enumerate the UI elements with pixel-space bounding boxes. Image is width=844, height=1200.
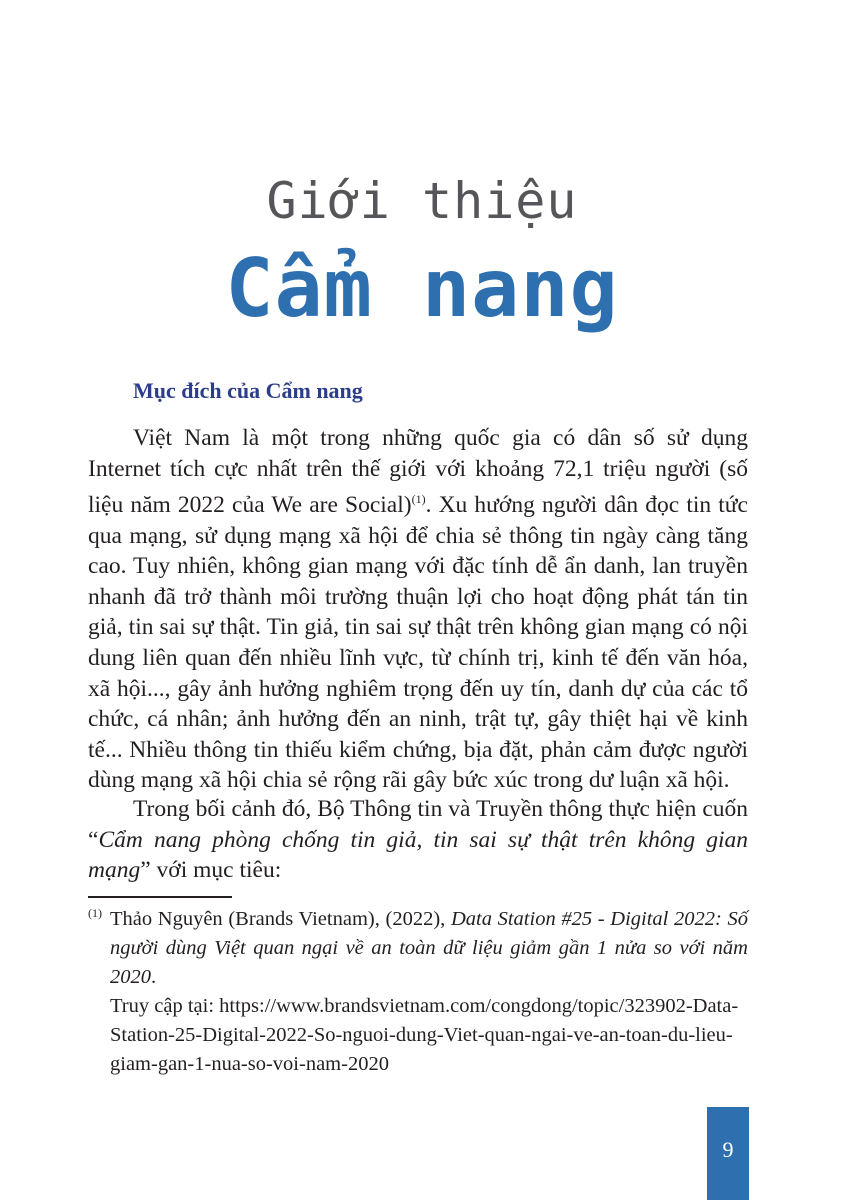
paragraph-context-text: Trong bối cảnh đó, Bộ Thông tin và Truyền thông thực hiện cuốn “ (88, 796, 748, 853)
footnote-mark: (1) (88, 906, 102, 920)
paragraph-intro (88, 423, 748, 796)
footnote-author: Thảo Nguyên (Brands Vietnam), (2022), (110, 908, 451, 930)
section-heading: Mục đích của Cẩm nang (133, 378, 363, 403)
paragraph-intro-text-cont: . Xu hướng người dân đọc tin tức qua mạng, sử dụng mạng xã hội để chia sẻ thông tin ngày càng tăng cao. Tuy nhiên, không gian mạng với đặc tính dễ ẩn danh, lan truyền nhanh đã trở thành môi trường thuận lợi cho hoạt động phát tán tin giả, tin sai sự thật. Tin giả, tin sai sự thật trên không gian mạng có nội dung liên quan đến nhiều lĩnh vực, từ chính trị, kinh tế đến văn hóa, xã hội..., gây ảnh hưởng nghiêm trọng đến uy tín, danh dự của các tổ chức, cá nhân; ảnh hưởng đến an ninh, trật tự, gây thiệt hại về kinh tế... Nhiều thông tin thiếu kiểm chứng, bịa đặt, phản cảm được người dùng mạng xã hội chia sẻ rộng rãi gây bức xúc trong dư luận xã hội. (88, 492, 748, 794)
handbook-title-italic: Cẩm nang phòng chống tin giả, tin sai sự thật trên không gian mạng (88, 826, 748, 884)
footnote-reference: (1) (411, 492, 426, 507)
footnote-divider (88, 896, 232, 898)
footnote-end: . (151, 965, 157, 988)
paragraph-context-text-end: ” với mục tiêu: (140, 857, 282, 884)
page-number: 9 (722, 1137, 734, 1162)
footnote-title: Data Station #25 - Digital 2022: Số người dùng Việt quan ngại về an toàn dữ liệu giảm gần 1 nửa so với năm 2020 (110, 908, 748, 988)
paragraph-context (88, 794, 748, 886)
chapter-title-line1: Giới thiệu (266, 172, 578, 230)
page-number-tab (707, 1107, 749, 1200)
paragraph-intro-text: Việt Nam là một trong những quốc gia có dân số sử dụng Internet tích cực nhất trên thế giới với khoảng 72,1 triệu người (số liệu năm 2022 của We are Social) (88, 425, 748, 519)
footnote-access-url: Truy cập tại: https://www.brandsvietnam.com/congdong/topic/323902-Data-Station-25-Digital-2022-So-nguoi-dung-Viet-quan-ngai-ve-an-toan-du-lieu-giam-gan-1-nua-so-voi-nam-2020 (110, 995, 739, 1075)
footnote-citation (110, 905, 748, 991)
chapter-title-line2: Cẩm nang (225, 242, 619, 335)
